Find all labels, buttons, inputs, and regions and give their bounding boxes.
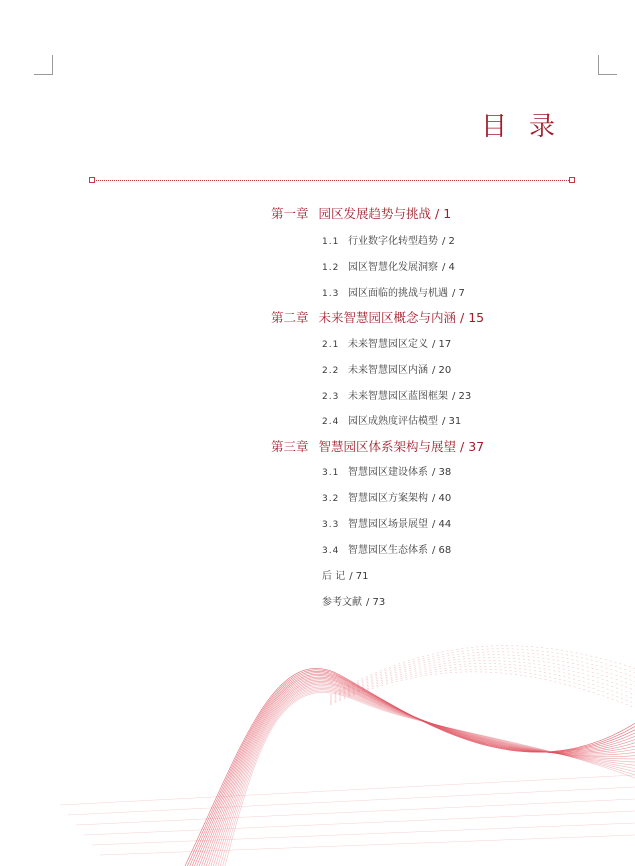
extra-page: / 71: [349, 571, 369, 582]
chapter-number: 第一章: [271, 206, 309, 221]
wave-line: [68, 787, 635, 815]
section-title: 行业数字化转型趋势: [348, 236, 438, 247]
toc-section-1-3[interactable]: [322, 284, 465, 299]
wave-line: [190, 671, 635, 866]
title-char-1: 目: [480, 112, 529, 142]
section-title: 未来智慧园区蓝图框架: [348, 391, 448, 402]
wave-line: [225, 692, 635, 866]
section-title: 智慧园区方案架构: [348, 493, 428, 504]
section-title: 园区面临的挑战与机遇: [348, 288, 448, 299]
chapter-number: 第三章: [271, 439, 309, 454]
wave-line: [92, 823, 635, 845]
section-number: 3.2: [322, 494, 340, 504]
wave-line: [220, 690, 635, 866]
title-char-2: 录: [528, 112, 577, 142]
chapter-page: / 1: [435, 206, 452, 221]
crop-mark-top-right: [598, 55, 617, 75]
section-page: / 2: [442, 236, 455, 247]
wave-line: [76, 799, 635, 825]
wave-line: [330, 658, 635, 700]
section-page: / 4: [442, 262, 455, 273]
section-number: 2.1: [322, 340, 340, 350]
toc-section-1-2[interactable]: [322, 258, 455, 273]
toc-section-3-3[interactable]: [322, 515, 451, 530]
section-page: / 20: [432, 365, 452, 376]
chapter-page: / 37: [460, 439, 485, 454]
section-title: 未来智慧园区内涵: [348, 365, 428, 376]
wave-line: [192, 673, 635, 866]
toc-chapter-1[interactable]: [271, 204, 451, 222]
extra-title: 参考文献: [322, 597, 362, 608]
wave-line: [194, 674, 635, 866]
section-page: / 40: [432, 493, 452, 504]
chapter-number: 第二章: [271, 310, 309, 325]
divider-cap-right: [569, 177, 575, 183]
wave-line: [209, 683, 635, 866]
wave-line: [218, 688, 635, 866]
toc-section-1-1[interactable]: [322, 232, 455, 247]
section-number: 1.1: [322, 237, 340, 247]
section-number: 3.4: [322, 546, 340, 556]
section-page: / 31: [442, 416, 462, 427]
toc-afterword[interactable]: [322, 567, 368, 582]
wave-line: [60, 775, 635, 805]
toc-section-2-3[interactable]: [322, 387, 471, 402]
toc-section-3-1[interactable]: [322, 463, 451, 478]
wave-line: [84, 811, 635, 835]
wave-line: [223, 691, 635, 866]
divider-cap-left: [89, 177, 95, 183]
wave-line: [330, 649, 635, 696]
extra-page: / 73: [366, 597, 386, 608]
toc-section-2-1[interactable]: [322, 335, 451, 350]
wave-line: [185, 668, 635, 866]
section-page: / 7: [452, 288, 465, 299]
wave-line: [213, 685, 635, 866]
wave-line: [211, 684, 635, 866]
toc-chapter-2[interactable]: [271, 308, 484, 326]
section-number: 1.3: [322, 289, 340, 299]
page-title: [481, 106, 577, 143]
toc-section-3-2[interactable]: [322, 489, 451, 504]
section-number: 1.2: [322, 263, 340, 273]
section-title: 园区智慧化发展洞察: [348, 262, 438, 273]
section-page: / 38: [432, 467, 452, 478]
toc-section-3-4[interactable]: [322, 541, 451, 556]
section-title: 智慧园区建设体系: [348, 467, 428, 478]
section-title: 未来智慧园区定义: [348, 339, 428, 350]
wave-line: [187, 670, 635, 866]
section-number: 3.1: [322, 468, 340, 478]
decorative-wave-lines: [0, 600, 635, 866]
toc-chapter-3[interactable]: [271, 437, 484, 455]
section-number: 2.3: [322, 392, 340, 402]
section-number: 3.3: [322, 520, 340, 530]
chapter-page: / 15: [460, 310, 485, 325]
dotted-divider: [92, 180, 571, 181]
section-number: 2.2: [322, 366, 340, 376]
extra-title: 后 记: [322, 571, 346, 582]
section-title: 智慧园区生态体系: [348, 545, 428, 556]
section-page: / 17: [432, 339, 452, 350]
section-page: / 44: [432, 519, 452, 530]
chapter-title: 园区发展趋势与挑战: [318, 206, 432, 221]
wave-line: [330, 655, 635, 699]
toc-section-2-2[interactable]: [322, 361, 451, 376]
chapter-title: 未来智慧园区概念与内涵: [318, 310, 457, 325]
crop-mark-top-left: [34, 55, 53, 75]
section-page: / 68: [432, 545, 452, 556]
chapter-title: 智慧园区体系架构与展望: [318, 439, 457, 454]
wave-line: [100, 835, 635, 855]
toc-section-2-4[interactable]: [322, 412, 461, 427]
wave-line: [216, 687, 635, 866]
wave-line: [330, 661, 635, 701]
wave-line: [330, 646, 635, 695]
section-title: 园区成熟度评估模型: [348, 416, 438, 427]
section-page: / 23: [452, 391, 472, 402]
section-title: 智慧园区场景展望: [348, 519, 428, 530]
section-number: 2.4: [322, 417, 340, 427]
